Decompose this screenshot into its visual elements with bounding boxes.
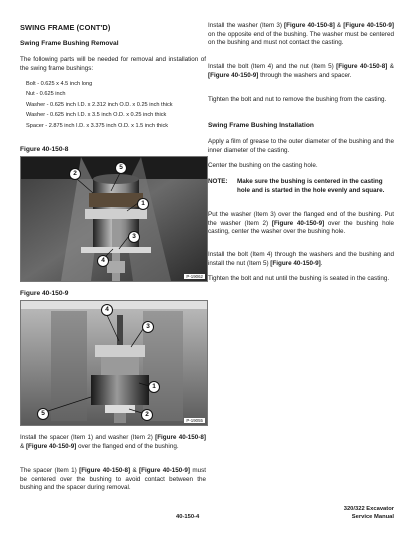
photo-number: P-19055 bbox=[186, 418, 203, 423]
callout-3: 3 bbox=[128, 231, 140, 243]
parts-list-item: Washer - 0.625 inch I.D. x 2.312 inch O.D. x 0.25 inch thick bbox=[26, 101, 173, 108]
installation-heading: Swing Frame Bushing Installation bbox=[208, 122, 314, 129]
parts-list-item: Washer - 0.625 inch I.D. x 3.5 inch O.D. x 0.25 inch thick bbox=[26, 112, 167, 119]
parts-list-item: Nut - 0.625 inch bbox=[26, 91, 66, 98]
put-washer-paragraph: Put the washer (Item 3) over the flanged end of the bushing. Put the washer (Item 2) [Figure 40-150-9] over the bushing hole casting, center the washer over the bushing hole. bbox=[208, 211, 395, 236]
note-text: Make sure the bushing is centered in the casting hole and is started in the hole evenly and square. bbox=[237, 178, 385, 194]
callout-2: 2 bbox=[141, 409, 153, 421]
callout-3: 3 bbox=[142, 321, 154, 333]
figure-reference: [Figure 40-150-8] bbox=[284, 22, 335, 29]
callout-5: 5 bbox=[37, 408, 49, 420]
tighten-remove-paragraph: Tighten the bolt and nut to remove the bushing from the casting. bbox=[208, 96, 387, 103]
callout-2: 2 bbox=[69, 168, 81, 180]
figure-reference: [Figure 40-150-9] bbox=[343, 22, 395, 29]
apply-grease-paragraph: Apply a film of grease to the outer diameter of the bushing and the inner diameter of the casting. bbox=[208, 138, 394, 154]
intro-paragraph: The following parts will be needed for removal and installation of the swing frame bushings: bbox=[20, 56, 206, 72]
figure-reference: [Figure 40-150-9] bbox=[139, 467, 190, 474]
parts-list-item: Spacer - 2.875 inch I.D. x 3.375 inch O.D. x 1.5 inch thick bbox=[26, 122, 169, 129]
figure-reference: [Figure 40-150-8] bbox=[79, 467, 131, 474]
install-bolt-paragraph: Install the bolt (Item 4) and the nut (Item 5) [Figure 40-150-8] & [Figure 40-150-9] through the washers and spacer. bbox=[208, 63, 395, 79]
parts-list bbox=[26, 81, 206, 133]
callout-5: 5 bbox=[115, 162, 127, 174]
spacer-centered-paragraph: The spacer (Item 1) [Figure 40-150-8] & [Figure 40-150-9] must be centered over the bushing to avoid contact between the bushing and the spacer during removal. bbox=[20, 467, 206, 492]
note-label: NOTE: bbox=[208, 178, 228, 185]
note bbox=[208, 178, 396, 206]
tighten-seat-paragraph: Tighten the bolt and nut until the bushing is seated in the casting. bbox=[208, 275, 390, 282]
figure-label: Figure 40-150-9 bbox=[20, 290, 69, 297]
install-spacer-paragraph: Install the spacer (Item 1) and washer (Item 2) [Figure 40-150-8] & [Figure 40-150-9] over the flanged end of the bushing. bbox=[20, 434, 206, 450]
figure-reference: [Figure 40-150-9] bbox=[271, 219, 325, 227]
center-bushing-paragraph: Center the bushing on the casting hole. bbox=[208, 162, 318, 169]
figure-photo bbox=[20, 300, 208, 426]
callout-1: 1 bbox=[137, 198, 149, 210]
figure-photo bbox=[20, 156, 208, 282]
figure-reference: [Figure 40-150-8] bbox=[155, 434, 206, 441]
install-washer-paragraph: Install the washer (Item 3) [Figure 40-150-8] & [Figure 40-150-9] on the opposite end of the bushing. The washer must be centered on the bushing and must not contact the casting. bbox=[208, 22, 395, 47]
callout-4: 4 bbox=[97, 255, 109, 267]
footer-model: 320/322 Excavator bbox=[343, 506, 394, 512]
callout-leaders bbox=[21, 157, 207, 281]
removal-heading: Swing Frame Bushing Removal bbox=[20, 40, 119, 47]
callout-1: 1 bbox=[148, 381, 160, 393]
callout-leaders bbox=[21, 301, 207, 425]
callout-4: 4 bbox=[101, 304, 113, 316]
install-bolt2-paragraph: Install the bolt (Item 4) through the washers and the bushing and install the nut (Item 5) [Figure 40-150-9]. bbox=[208, 251, 394, 267]
page-number: 40-150-4 bbox=[176, 514, 200, 520]
figure-label: Figure 40-150-8 bbox=[20, 146, 69, 153]
footer-manual: Service Manual bbox=[351, 514, 394, 520]
figure-reference: [Figure 40-150-9] bbox=[25, 442, 77, 450]
figure-reference: [Figure 40-150-8] bbox=[336, 63, 388, 70]
figure-reference: [Figure 40-150-9] bbox=[270, 259, 321, 267]
figure-reference: [Figure 40-150-9] bbox=[208, 71, 259, 79]
section-title: SWING FRAME (CONT'D) bbox=[20, 23, 111, 32]
parts-list-item: Bolt - 0.625 x 4.5 inch long bbox=[26, 81, 93, 87]
photo-number: P-19062 bbox=[186, 274, 203, 279]
